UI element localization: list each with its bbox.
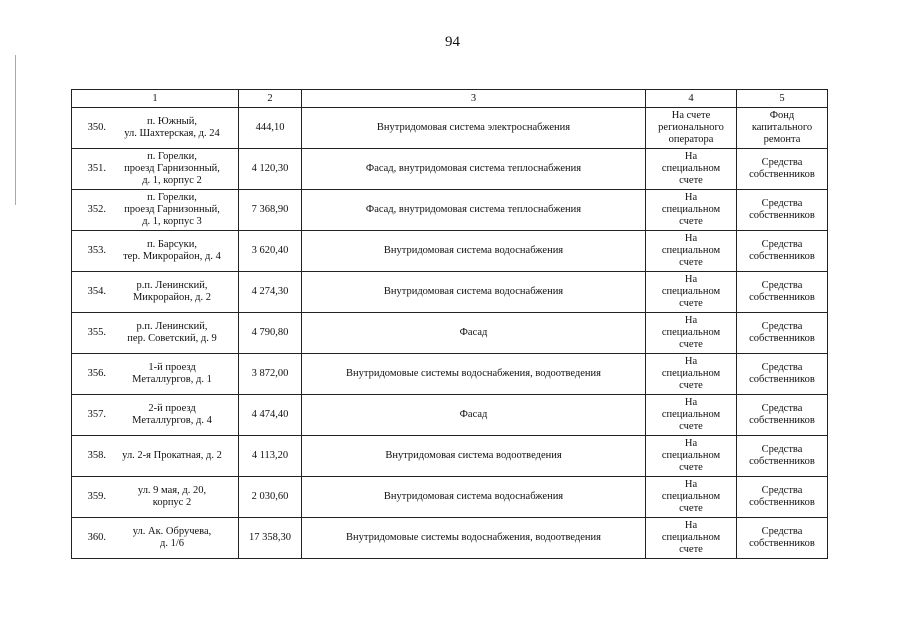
fund-line: собственников: [749, 169, 815, 180]
address-text: [112, 116, 236, 140]
fund-line: Средства: [761, 403, 803, 414]
address-text: [112, 192, 236, 228]
fund-cell: [737, 395, 828, 436]
fund-cell: [737, 313, 828, 354]
fund-line: ремонта: [763, 134, 801, 145]
address-cell: [72, 108, 239, 149]
fund-line: собственников: [749, 210, 815, 221]
account-cell: [646, 477, 737, 518]
account-cell: [646, 518, 737, 559]
fund-line: Средства: [761, 362, 803, 373]
address-cell: [72, 436, 239, 477]
registry-table: [71, 89, 828, 559]
table-row: [72, 313, 828, 354]
table-row: [72, 436, 828, 477]
address-cell: [72, 190, 239, 231]
fund-line: собственников: [749, 292, 815, 303]
fund-cell: [737, 149, 828, 190]
address-line: ул. 2-я Прокатная, д. 2: [122, 450, 222, 461]
table-row: [72, 108, 828, 149]
address-line: д. 1/6: [159, 538, 184, 549]
row-number: 351.: [87, 163, 106, 174]
fund-cell: [737, 231, 828, 272]
address-line: Металлургов, д. 1: [132, 374, 212, 385]
account-line: специальном: [661, 204, 721, 215]
area-cell: 2 030,60: [239, 477, 302, 518]
address-text: [112, 362, 236, 386]
account-line: специальном: [661, 245, 721, 256]
address-line: ул. Шахтерская, д. 24: [124, 128, 220, 139]
account-cell: [646, 395, 737, 436]
account-line: специальном: [661, 532, 721, 543]
account-line: специальном: [661, 286, 721, 297]
account-line: На: [684, 274, 698, 285]
row-number: 352.: [87, 204, 106, 215]
account-line: специальном: [661, 491, 721, 502]
fund-cell: [737, 436, 828, 477]
account-line: На счете: [671, 110, 711, 121]
fund-line: собственников: [749, 374, 815, 385]
table-row: [72, 395, 828, 436]
works-cell: Фасад: [302, 395, 646, 436]
fund-cell: [737, 518, 828, 559]
scan-margin-mark: [15, 55, 16, 205]
account-line: На: [684, 479, 698, 490]
address-cell: [72, 313, 239, 354]
works-cell: Внутридомовая система водоснабжения: [302, 477, 646, 518]
works-cell: Внутридомовая система водоснабжения: [302, 231, 646, 272]
area-cell: 17 358,30: [239, 518, 302, 559]
works-cell: Внутридомовая система водоотведения: [302, 436, 646, 477]
works-cell: Фасад, внутридомовая система теплоснабжения: [302, 190, 646, 231]
table-header-row: [72, 90, 828, 108]
address-text: [112, 450, 236, 462]
address-cell: [72, 354, 239, 395]
address-line: п. Барсуки,: [147, 239, 197, 250]
address-line: проезд Гарнизонный,: [124, 163, 220, 174]
address-line: ул. Ак. Обручева,: [132, 526, 212, 537]
account-line: На: [684, 192, 698, 203]
table-row: [72, 477, 828, 518]
fund-line: собственников: [749, 251, 815, 262]
column-header-4: 4: [646, 90, 737, 108]
area-cell: 4 474,40: [239, 395, 302, 436]
address-text: [112, 526, 236, 550]
address-cell: [72, 395, 239, 436]
table-row: [72, 231, 828, 272]
account-cell: [646, 190, 737, 231]
fund-cell: [737, 108, 828, 149]
table-row: [72, 149, 828, 190]
account-line: счете: [679, 421, 703, 432]
address-text: [112, 151, 236, 187]
fund-line: собственников: [749, 456, 815, 467]
fund-cell: [737, 190, 828, 231]
address-cell: [72, 477, 239, 518]
address-line: проезд Гарнизонный,: [124, 204, 220, 215]
address-line: тер. Микрорайон, д. 4: [123, 251, 221, 262]
account-line: На: [684, 233, 698, 244]
row-number: 359.: [87, 491, 106, 502]
row-number: 356.: [87, 368, 106, 379]
table-body: [72, 108, 828, 559]
account-line: специальном: [661, 409, 721, 420]
works-cell: Внутридомовая система электроснабжения: [302, 108, 646, 149]
address-line: Металлургов, д. 4: [132, 415, 212, 426]
account-cell: [646, 354, 737, 395]
account-cell: [646, 231, 737, 272]
fund-line: Средства: [761, 157, 803, 168]
fund-line: собственников: [749, 333, 815, 344]
account-line: счете: [679, 339, 703, 350]
account-line: На: [684, 315, 698, 326]
area-cell: 4 113,20: [239, 436, 302, 477]
row-number: 354.: [87, 286, 106, 297]
area-cell: 7 368,90: [239, 190, 302, 231]
account-line: счете: [679, 216, 703, 227]
works-cell: Внутридомовые системы водоснабжения, водоотведения: [302, 518, 646, 559]
address-line: 1-й проезд: [148, 362, 196, 373]
account-cell: [646, 436, 737, 477]
address-line: д. 1, корпус 3: [142, 216, 202, 227]
table-row: [72, 272, 828, 313]
row-number: 350.: [87, 122, 106, 133]
area-cell: 4 274,30: [239, 272, 302, 313]
fund-cell: [737, 354, 828, 395]
account-line: счете: [679, 544, 703, 555]
address-line: корпус 2: [152, 497, 192, 508]
fund-line: Средства: [761, 321, 803, 332]
address-line: пер. Советский, д. 9: [127, 333, 217, 344]
works-cell: Внутридомовые системы водоснабжения, водоотведения: [302, 354, 646, 395]
account-line: специальном: [661, 327, 721, 338]
fund-line: Средства: [761, 280, 803, 291]
account-line: На: [684, 151, 698, 162]
account-line: регионального: [658, 122, 724, 133]
area-cell: 3 620,40: [239, 231, 302, 272]
fund-line: собственников: [749, 538, 815, 549]
account-line: счете: [679, 503, 703, 514]
page-number: 94: [445, 34, 460, 50]
account-line: На: [684, 438, 698, 449]
row-number: 358.: [87, 450, 106, 461]
address-cell: [72, 149, 239, 190]
fund-line: Средства: [761, 485, 803, 496]
address-line: р.п. Ленинский,: [136, 280, 208, 291]
account-line: На: [684, 356, 698, 367]
row-number: 353.: [87, 245, 106, 256]
area-cell: 4 120,30: [239, 149, 302, 190]
account-line: счете: [679, 175, 703, 186]
area-cell: 4 790,80: [239, 313, 302, 354]
column-header-2: 2: [239, 90, 302, 108]
address-text: [112, 280, 236, 304]
account-cell: [646, 272, 737, 313]
account-cell: [646, 149, 737, 190]
table-row: [72, 190, 828, 231]
account-line: счете: [679, 462, 703, 473]
area-cell: 3 872,00: [239, 354, 302, 395]
row-number: 360.: [87, 532, 106, 543]
account-line: На: [684, 520, 698, 531]
column-header-5: 5: [737, 90, 828, 108]
fund-line: Средства: [761, 239, 803, 250]
address-line: ул. 9 мая, д. 20,: [137, 485, 207, 496]
fund-line: капитального: [751, 122, 813, 133]
address-line: Микрорайон, д. 2: [132, 292, 212, 303]
address-line: 2-й проезд: [148, 403, 196, 414]
account-line: счете: [679, 380, 703, 391]
row-number: 355.: [87, 327, 106, 338]
column-header-3: 3: [302, 90, 646, 108]
address-line: р.п. Ленинский,: [136, 321, 208, 332]
address-line: п. Горелки,: [147, 151, 197, 162]
address-text: [112, 239, 236, 263]
address-cell: [72, 518, 239, 559]
works-cell: Внутридомовая система водоснабжения: [302, 272, 646, 313]
table-row: [72, 518, 828, 559]
fund-line: Средства: [761, 526, 803, 537]
account-line: оператора: [668, 134, 714, 145]
works-cell: Фасад: [302, 313, 646, 354]
address-line: д. 1, корпус 2: [142, 175, 202, 186]
address-cell: [72, 272, 239, 313]
table-row: [72, 354, 828, 395]
address-text: [112, 321, 236, 345]
account-line: специальном: [661, 368, 721, 379]
fund-line: Фонд: [769, 110, 795, 121]
column-header-1: 1: [72, 90, 239, 108]
works-cell: Фасад, внутридомовая система теплоснабжения: [302, 149, 646, 190]
fund-line: собственников: [749, 497, 815, 508]
account-cell: [646, 108, 737, 149]
account-line: специальном: [661, 450, 721, 461]
account-line: счете: [679, 298, 703, 309]
fund-line: Средства: [761, 198, 803, 209]
address-cell: [72, 231, 239, 272]
address-text: [112, 485, 236, 509]
address-line: п. Южный,: [147, 116, 197, 127]
address-text: [112, 403, 236, 427]
account-line: специальном: [661, 163, 721, 174]
fund-cell: [737, 477, 828, 518]
fund-cell: [737, 272, 828, 313]
area-cell: 444,10: [239, 108, 302, 149]
row-number: 357.: [87, 409, 106, 420]
fund-line: собственников: [749, 415, 815, 426]
fund-line: Средства: [761, 444, 803, 455]
address-line: п. Горелки,: [147, 192, 197, 203]
account-line: На: [684, 397, 698, 408]
account-cell: [646, 313, 737, 354]
account-line: счете: [679, 257, 703, 268]
